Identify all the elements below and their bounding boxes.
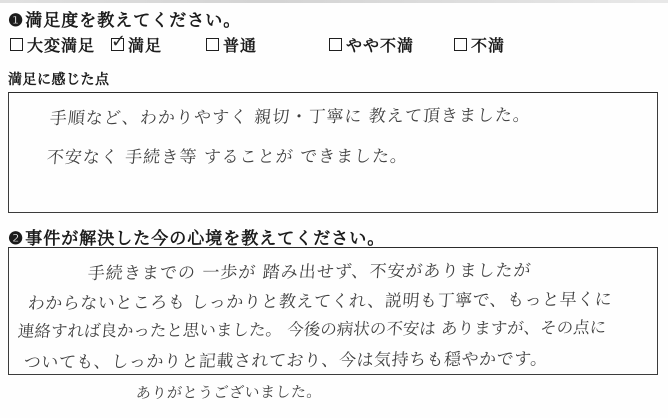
handwritten-line: 連絡すれば良かったと思いました。 今後の病状の不安は ありますが、その点に [17,317,607,341]
question-1-label [8,6,241,31]
question-2-number-icon: ❷ [8,229,25,248]
option-label: 普通 [223,38,258,55]
handwritten-line: 手順など、わかりやすく 親切・丁寧に 教えて頂きました。 [48,105,532,129]
option-label: 大変満足 [27,38,96,55]
checkbox-icon [206,38,219,51]
question-2-label [8,224,385,249]
q1-option-somewhat-dissatisfied[interactable] [329,33,414,56]
checkbox-icon [454,38,467,51]
q1-option-dissatisfied[interactable] [454,33,505,56]
option-label: やや不満 [346,38,415,55]
question-1-text: 満足度を教えてください。 [25,11,242,30]
q1-option-satisfied[interactable] [111,33,162,56]
handwritten-closing-line: ありがとうございました。 [135,382,323,402]
checkbox-icon [10,38,23,51]
q1-option-neutral[interactable] [206,33,257,56]
checked-checkbox-icon [111,38,124,51]
scan-artifact-strip [0,0,668,3]
handwritten-line: わからないところも しっかりと教えてくれ、説明も丁寧で、もっと早くに [26,289,614,314]
q1-option-very-satisfied[interactable] [10,33,95,56]
question-2-text: 事件が解決した今の心境を教えてください。 [25,229,386,248]
handwritten-line: 手続きまでの 一歩が 踏み出せず、不安がありましたが [86,260,533,284]
question-1-number-icon: ❶ [8,11,25,30]
handwritten-line: ついても、しっかりと記載されており、今は気持ちも穏やかです。 [22,349,549,373]
handwritten-line: 不安なく 手続き等 することが できました。 [45,146,409,168]
checkbox-icon [329,38,342,51]
option-label: 満足 [128,38,163,55]
q1-sublabel: 満足に感じた点 [8,73,110,88]
option-label: 不満 [471,38,506,55]
